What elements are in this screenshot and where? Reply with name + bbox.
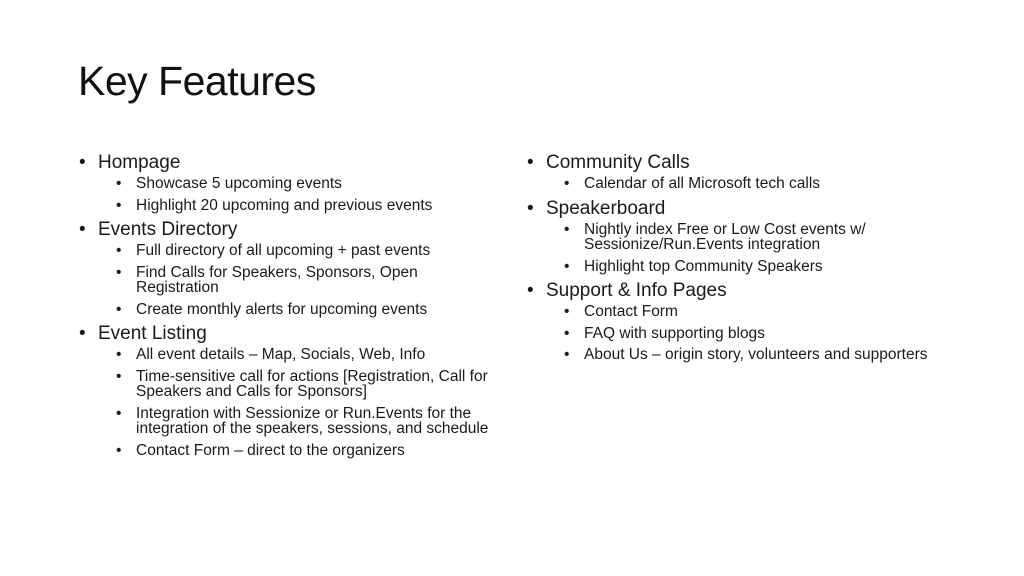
section-community-calls xyxy=(526,151,956,192)
feature-list-right xyxy=(526,151,956,363)
list-item: • Time-sensitive call for actions [Registration, Call for Speakers and Calls for Sponsors] xyxy=(98,368,510,400)
list-item: • Create monthly alerts for upcoming events xyxy=(98,301,473,318)
list-item: • Nightly index Free or Low Cost events w/ Sessionize/Run.Events integration xyxy=(546,221,936,253)
section-speakerboard xyxy=(526,197,956,275)
section-hompage xyxy=(78,151,508,213)
right-column xyxy=(526,151,956,368)
list-item: • Highlight 20 upcoming and previous events xyxy=(98,197,508,214)
section-heading: • Event Listing xyxy=(98,323,207,344)
section-heading: • Support & Info Pages xyxy=(546,280,727,301)
section-heading: • Speakerboard xyxy=(546,197,666,219)
list-item: • Calendar of all Microsoft tech calls xyxy=(546,175,956,192)
list-item: • Full directory of all upcoming + past events xyxy=(98,242,473,259)
list-item: • Find Calls for Speakers, Sponsors, Open Registration xyxy=(98,264,473,296)
section-support-info-pages xyxy=(526,279,956,363)
list-item: • Contact Form – direct to the organizers xyxy=(98,442,510,459)
slide-title: Key Features xyxy=(78,58,316,104)
section-event-listing xyxy=(78,322,508,458)
list-item: • Integration with Sessionize or Run.Events for the integration of the speakers, sessions, and schedule xyxy=(98,405,510,437)
section-heading: • Hompage xyxy=(98,152,181,173)
section-events-directory xyxy=(78,218,508,317)
section-heading: • Events Directory xyxy=(98,219,238,240)
list-item: • Highlight top Community Speakers xyxy=(546,258,936,275)
list-item: • About Us – origin story, volunteers and supporters xyxy=(546,346,931,363)
left-column xyxy=(78,151,508,463)
list-item: • Contact Form xyxy=(546,303,931,320)
list-item: • All event details – Map, Socials, Web, Info xyxy=(98,346,510,363)
section-heading: • Community Calls xyxy=(546,152,690,173)
list-item: • FAQ with supporting blogs xyxy=(546,325,931,342)
feature-list-left xyxy=(78,151,508,458)
list-item: • Showcase 5 upcoming events xyxy=(98,175,508,192)
